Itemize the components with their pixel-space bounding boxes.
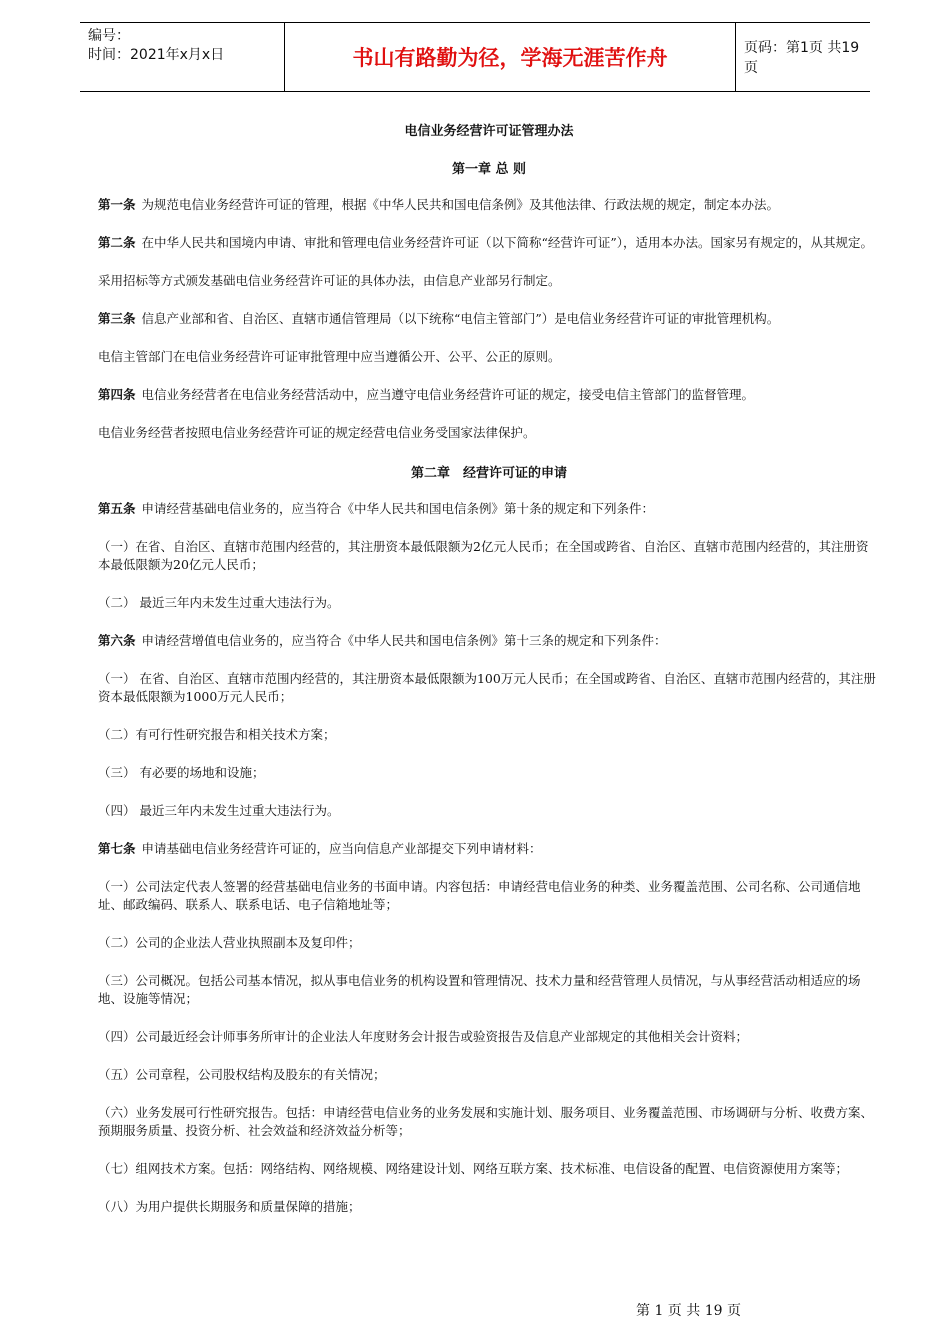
body-paragraph: （四） 最近三年内未发生过重大违法行为。: [98, 803, 340, 818]
document-body: [98, 120, 880, 1236]
article-paragraph: [98, 840, 880, 858]
article-text: 电信业务经营者在电信业务经营活动中，应当遵守电信业务经营许可证的规定，接受电信主管部门的监督管理。: [141, 387, 755, 402]
page-header: [80, 22, 870, 92]
body-paragraph: （二）有可行性研究报告和相关技术方案；: [98, 727, 336, 742]
body-paragraph: 电信主管部门在电信业务经营许可证审批管理中应当遵循公开、公平、公正的原则。: [98, 349, 561, 364]
body-paragraph: 电信业务经营者按照电信业务经营许可证的规定经营电信业务受国家法律保护。: [98, 425, 536, 440]
article-number: 第五条: [98, 501, 136, 516]
article-text: 为规范电信业务经营许可证的管理，根据《中华人民共和国电信条例》及其他法律、行政法规的规定，制定本办法。: [141, 197, 780, 212]
number-label: 编号：: [88, 28, 130, 44]
body-paragraph: （七）组网技术方案。包括：网络结构、网络规模、网络建设计划、网络互联方案、技术标准、电信设备的配置、电信资源使用方案等；: [98, 1161, 849, 1176]
time-label: 时间：2021年x月x日: [88, 47, 225, 63]
body-paragraph: （四）公司最近经会计师事务所审计的企业法人年度财务会计报告或验资报告及信息产业部规定的其他相关会计资料；: [98, 1029, 749, 1044]
article-number: 第三条: [98, 311, 136, 326]
body-paragraph: （三）公司概况。包括公司基本情况，拟从事电信业务的机构设置和管理情况、技术力量和经营管理人员情况，与从事经营活动相适应的场地、设施等情况；: [98, 973, 861, 1006]
header-meta: [88, 27, 288, 65]
article-paragraph: [98, 234, 880, 252]
body-paragraph: （二）公司的企业法人营业执照副本及复印件；: [98, 935, 361, 950]
body-paragraph: （三） 有必要的场地和设施；: [98, 765, 265, 780]
header-page-label: 页码：第1页 共19页: [744, 40, 860, 76]
article-number: 第四条: [98, 387, 136, 402]
article-paragraph: [98, 310, 880, 328]
article-number: 第七条: [98, 841, 136, 856]
chapter-heading: 第一章 总 则: [451, 162, 527, 177]
footer-page-number: 第 1 页 共 19 页: [636, 1303, 741, 1319]
article-paragraph: [98, 632, 880, 650]
body-paragraph: （一） 在省、自治区、直辖市范围内经营的，其注册资本最低限额为100万元人民币；在全国或跨省、自治区、直辖市范围内经营的，其注册资本最低限额为1000万元人民币；: [98, 671, 876, 704]
body-paragraph: （六）业务发展可行性研究报告。包括：申请经营电信业务的业务发展和实施计划、服务项目、业务覆盖范围、市场调研与分析、收费方案、预期服务质量、投资分析、社会效益和经济效益分析等；: [98, 1105, 874, 1138]
document-title: 电信业务经营许可证管理办法: [404, 124, 574, 139]
article-text: 申请经营增值电信业务的，应当符合《中华人民共和国电信条例》第十三条的规定和下列条件：: [141, 633, 667, 648]
article-paragraph: [98, 196, 880, 214]
article-text: 在中华人民共和国境内申请、审批和管理电信业务经营许可证（以下简称“经营许可证”），适用本办法。国家另有规定的，从其规定。: [141, 235, 874, 250]
article-paragraph: [98, 386, 880, 404]
article-paragraph: [98, 500, 880, 518]
body-paragraph: （五）公司章程，公司股权结构及股东的有关情况；: [98, 1067, 386, 1082]
chapter-heading: 第二章 经营许可证的申请: [410, 466, 567, 481]
body-paragraph: （二） 最近三年内未发生过重大违法行为。: [98, 595, 340, 610]
body-paragraph: （一）在省、自治区、直辖市范围内经营的，其注册资本最低限额为2亿元人民币；在全国或跨省、自治区、直辖市范围内经营的，其注册资本最低限额为20亿元人民币；: [98, 539, 869, 572]
article-text: 申请经营基础电信业务的，应当符合《中华人民共和国电信条例》第十条的规定和下列条件：: [141, 501, 655, 516]
article-number: 第一条: [98, 197, 136, 212]
body-paragraph: （一）公司法定代表人签署的经营基础电信业务的书面申请。内容包括：申请经营电信业务的种类、业务覆盖范围、公司名称、公司通信地址、邮政编码、联系人、联系电话、电子信箱地址等；: [98, 879, 861, 912]
article-number: 第六条: [98, 633, 136, 648]
header-motto: 书山有路勤为径，学海无涯苦作舟: [284, 23, 736, 91]
article-text: 申请基础电信业务经营许可证的，应当向信息产业部提交下列申请材料：: [141, 841, 542, 856]
body-paragraph: （八）为用户提供长期服务和质量保障的措施；: [98, 1199, 361, 1214]
article-text: 信息产业部和省、自治区、直辖市通信管理局（以下统称“电信主管部门”）是电信业务经营许可证的审批管理机构。: [141, 311, 780, 326]
body-paragraph: 采用招标等方式颁发基础电信业务经营许可证的具体办法，由信息产业部另行制定。: [98, 273, 561, 288]
article-number: 第二条: [98, 235, 136, 250]
